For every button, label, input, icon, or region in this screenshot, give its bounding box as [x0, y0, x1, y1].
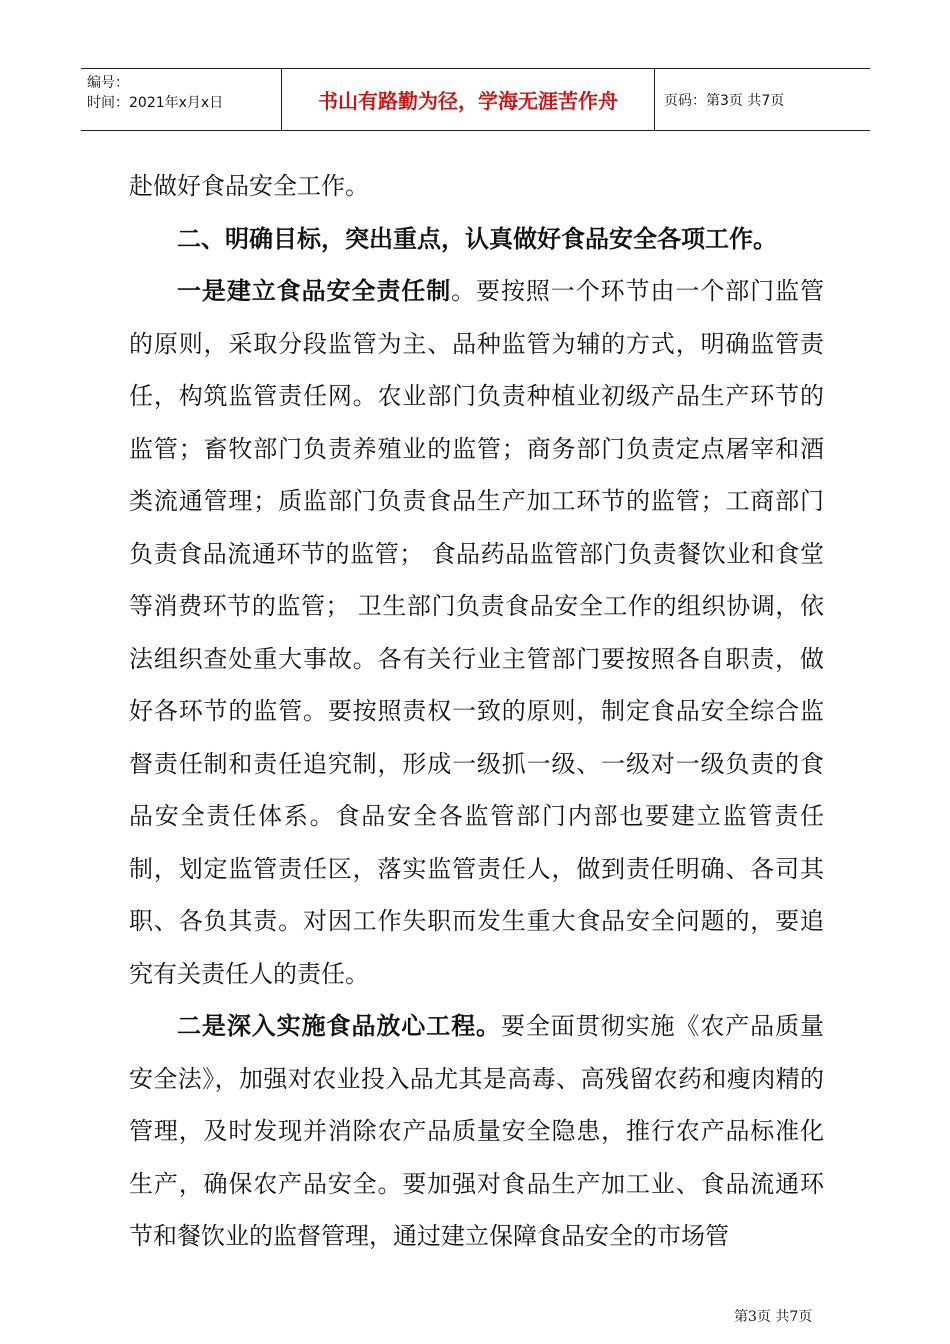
document-date-label: 时间：2021年x月x日: [87, 95, 224, 111]
paragraph-food-safety-project: [129, 1000, 824, 1263]
paragraph-text: 。要按照一个环节由一个部门监管的原则，采取分段监管为主、品种监管为辅的方式，明确监管责任，构筑监管责任网。农业部门负责种植业初级产品生产环节的监管；畜牧部门负责养殖业的监管；商务部门负责定点屠宰和酒类流通管理；质监部门负责食品生产加工环节的监管；工商部门负责食品流通环节的监管； 食品药品监管部门负责餐饮业和食堂等消费环节的监管； 卫生部门负责食品安全工作的组织协调，依法组织查处重大事故。各有关行业主管部门要按照各自职责，做好各环节的监管。要按照责权一致的原则，制定食品安全综合监督责任制和责任追究制，形成一级抓一级、一级对一级负责的食品安全责任体系。食品安全各监管部门内部也要建立监管责任制，划定监管责任区，落实监管责任人，做到责任明确、各司其职、各负其责。对因工作失职而发生重大食品安全问题的，要追究有关责任人的责任。: [129, 277, 825, 988]
paragraph-text: 要全面贯彻实施《农产品质量安全法》，加强对农业投入品尤其是高毒、高残留农药和瘦肉精的管理，及时发现并消除农产品质量安全隐患，推行农产品标准化生产，确保农产品安全。要加强对食品生产加工业、食品流通环节和餐饮业的监督管理，通过建立保障食品安全的市场管: [129, 1012, 825, 1250]
header-meta: [81, 69, 282, 130]
document-number-label: 编号：: [87, 75, 129, 91]
paragraph-lead-heading: 一是建立食品安全责任制: [177, 276, 452, 305]
paragraph-lead-heading: 二是深入实施食品放心工程。: [177, 1011, 501, 1040]
document-header: [81, 68, 870, 131]
page-footer: 第3页 共7页: [734, 1309, 813, 1325]
header-motto: 书山有路勤为径，学海无涯苦作舟: [282, 69, 655, 130]
paragraph-continuation: 赴做好食品安全工作。: [129, 172, 369, 200]
header-page-number: 页码：第3页 共7页: [664, 92, 785, 109]
document-body: [129, 160, 824, 1263]
section-heading: 二、明确目标，突出重点，认真做好食品安全各项工作。: [177, 223, 777, 253]
paragraph-responsibility: [129, 265, 824, 1000]
